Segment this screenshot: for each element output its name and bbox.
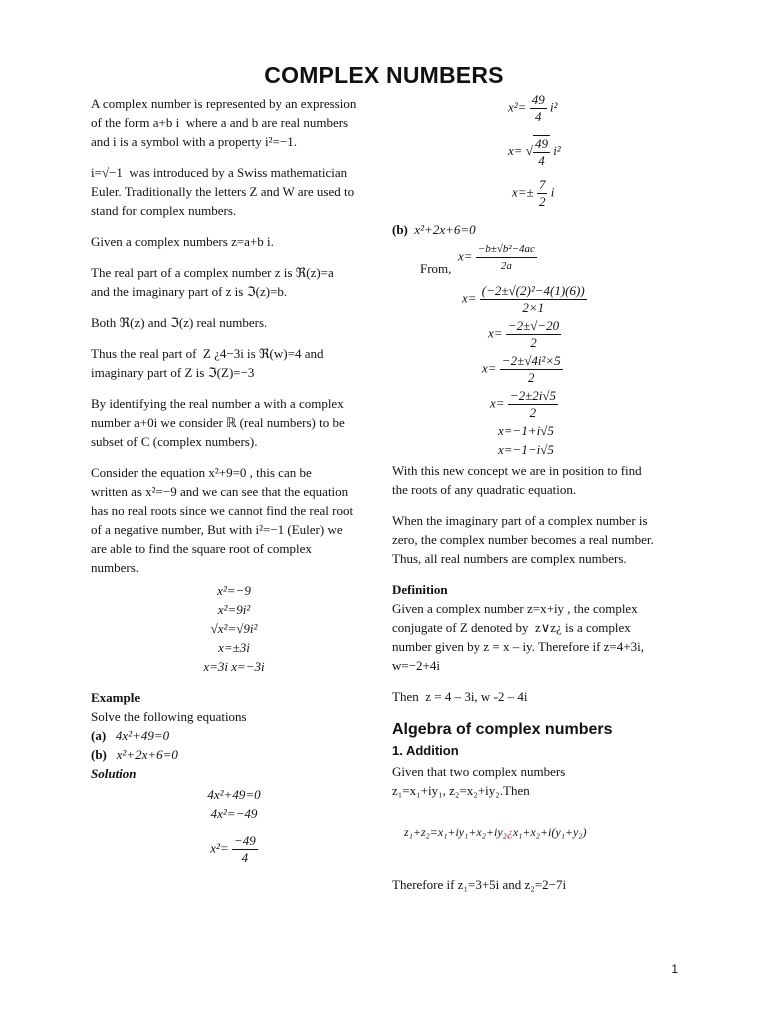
math-step: x²=−9: [217, 583, 251, 598]
fraction: [476, 241, 537, 274]
fraction-lhs: x=: [490, 395, 505, 411]
equation-b-text: x²+2x+6=0: [116, 747, 178, 762]
sqrt-steps: [91, 581, 377, 676]
example-label: Example: [91, 690, 141, 705]
fraction-lhs: x²=: [508, 99, 527, 115]
consider-paragraph: [91, 463, 377, 577]
fraction-numerator: −b±√b²−4ac: [476, 241, 537, 258]
fraction-equation: [392, 92, 682, 125]
text-line: numbers.: [91, 560, 140, 575]
fraction-numerator: −2±√−20: [507, 318, 560, 333]
text-line: w=−2+4i: [392, 658, 440, 673]
fraction-rhs: i²: [553, 142, 561, 158]
text-line: Thus the real part of Z ¿4−3i is ℜ(w)=4 and: [91, 346, 324, 361]
text-line: Euler. Traditionally the letters Z and W are used to: [91, 184, 355, 199]
concept-paragraph: [392, 461, 682, 499]
solution-label: Solution: [91, 766, 137, 781]
fraction-lhs: x=: [508, 142, 523, 158]
text-line: of a negative number, But with i²=−1 (Euler) we: [91, 522, 343, 537]
equation-b-heading: [392, 220, 682, 239]
math-step: √x²=√9i²: [210, 621, 258, 636]
example-text: Solve the following equations: [91, 709, 247, 724]
fraction-denominator: 2: [527, 370, 535, 385]
page-number: 1: [671, 962, 678, 976]
right-column: [392, 92, 682, 894]
fraction-denominator: 2×1: [522, 300, 545, 315]
fraction-equation: [392, 177, 682, 210]
equation-a-label: (a): [91, 728, 107, 743]
text-line: written as x²=−9 and we can see that the equation: [91, 484, 349, 499]
equation-b-label: (b): [392, 222, 408, 237]
sum-line-right: x₁+x₂+i(y₁+y₂): [512, 825, 587, 839]
fraction-lhs: x=±: [512, 184, 534, 200]
fraction-lhs: x²=: [210, 840, 229, 856]
text-line: conjugate of Z denoted by z∨z¿ is a complex: [392, 620, 631, 635]
fraction-numerator: 49: [534, 136, 548, 151]
fraction: [500, 353, 563, 386]
page-title: COMPLEX NUMBERS: [264, 62, 504, 88]
text-line: has no real roots since we cannot find the real root: [91, 503, 354, 518]
text-line: When the imaginary part of a complex number is: [392, 513, 648, 528]
text-line: number given by z = x – iy. Therefore if z=4+3i,: [392, 639, 644, 654]
math-step: x²=9i²: [217, 602, 251, 617]
text-line: subset of C (complex numbers).: [91, 434, 258, 449]
fraction-lhs: x=: [458, 248, 473, 264]
equation-b-label: (b): [91, 747, 107, 762]
intro-paragraph: [91, 94, 377, 151]
math-step: x=3i x=−3i: [203, 659, 265, 674]
solution-steps: [91, 785, 377, 866]
fraction-numerator: −49: [233, 833, 256, 848]
equation-b: [91, 745, 377, 764]
sum-line: [392, 804, 682, 861]
solution-step: [392, 388, 682, 421]
fraction-equation: [91, 833, 377, 866]
sum-line-marker: ¿: [506, 825, 513, 839]
fraction: [533, 135, 550, 169]
fraction-denominator: 4: [538, 153, 545, 168]
text-line: A complex number is represented by an expression: [91, 96, 357, 111]
equation-a-text: 4x²+49=0: [115, 728, 170, 743]
identify-paragraph: [91, 394, 377, 451]
definition-paragraph: [392, 599, 682, 675]
text-line: i=√−1 was introduced by a Swiss mathematician: [91, 165, 348, 180]
text-line: Consider the equation x²+9=0 , this can be: [91, 465, 312, 480]
formula: [458, 241, 537, 274]
fraction: [530, 92, 547, 125]
math-step: 4x²=−49: [210, 806, 258, 821]
fraction-rhs: i²: [549, 99, 558, 115]
fraction-equation: [392, 135, 682, 169]
text-line: and i is a symbol with a property i²=−1.: [91, 134, 297, 149]
text-line: Given a complex number z=x+iy , the complex: [392, 601, 638, 616]
sum-line-left: z₁+z₂=x₁+iy₁+x₂+iy₂: [404, 825, 507, 839]
both-paragraph: Both ℜ(z) and ℑ(z) real numbers.: [91, 315, 268, 330]
fraction: [508, 388, 558, 421]
text-line: The real part of a complex number z is ℜ(z)=a: [91, 265, 334, 280]
imag-zero-paragraph: [392, 511, 682, 568]
fraction: [506, 318, 561, 351]
fraction: [480, 283, 587, 316]
root-2: x=−1−i√5: [498, 442, 554, 457]
fraction: [232, 833, 258, 866]
thus-paragraph: [91, 344, 377, 382]
fraction-denominator: 2: [530, 335, 537, 350]
root-1: x=−1+i√5: [498, 423, 554, 438]
euler-paragraph: [91, 163, 377, 220]
text-line: Given that two complex numbers: [392, 764, 566, 779]
quadratic-formula: [392, 241, 682, 281]
given-paragraph: Given a complex numbers z=a+b i.: [91, 234, 274, 249]
from-label: From,: [420, 261, 452, 276]
math-step: 4x²+49=0: [207, 787, 261, 802]
fraction: [537, 177, 548, 210]
solution-step: [392, 318, 682, 351]
text-line: and the imaginary part of z is ℑ(z)=b.: [91, 284, 288, 299]
fraction-rhs: i: [550, 184, 555, 200]
left-column: [91, 94, 377, 866]
text-line: the roots of any quadratic equation.: [392, 482, 577, 497]
example-block: [91, 688, 377, 783]
fraction-numerator: 49: [531, 92, 545, 107]
then-line: Then z = 4 – 3i, w -2 – 4i: [392, 689, 528, 704]
therefore-line: Therefore if z₁=3+5i and z₂=2−7i: [392, 877, 567, 892]
fraction-numerator: −2±2i√5: [509, 388, 556, 403]
definition-label: Definition: [392, 582, 448, 597]
equation-b-text: x²+2x+6=0: [414, 222, 476, 237]
math-step: x=±3i: [218, 640, 250, 655]
fraction-numerator: 7: [538, 177, 546, 192]
text-line: imaginary part of Z is ℑ(Z)=−3: [91, 365, 255, 380]
addition-title: 1. Addition: [392, 743, 459, 758]
fraction-lhs: x=: [462, 290, 477, 306]
text-line: z₁=x₁+iy₁, z₂=x₂+iy₂.Then: [392, 783, 530, 798]
sqrt-sign: √: [525, 142, 533, 158]
fraction-numerator: −2±√4i²×5: [501, 353, 561, 368]
fraction-denominator: 4: [241, 850, 249, 865]
addition-paragraph: [392, 762, 682, 800]
fraction-numerator: (−2±√(2)²−4(1)(6)): [481, 283, 585, 298]
section-title: Algebra of complex numbers: [392, 721, 613, 738]
fraction-denominator: 2: [529, 405, 537, 420]
fraction-denominator: 4: [534, 109, 542, 124]
fraction-lhs: x=: [482, 360, 497, 376]
text-line: number a+0i we consider ℝ (real numbers) to be: [91, 415, 345, 430]
solution-step: [392, 353, 682, 386]
text-line: stand for complex numbers.: [91, 203, 237, 218]
text-line: are able to find the square root of complex: [91, 541, 312, 556]
solution-step: [392, 283, 682, 316]
text-line: of the form a+b i where a and b are real numbers: [91, 115, 349, 130]
fraction-denominator: 2: [538, 194, 546, 209]
text-line: Thus, all real numbers are complex numbers.: [392, 551, 627, 566]
fraction-lhs: x=: [488, 325, 503, 341]
fraction-denominator: 2a: [500, 260, 512, 272]
equation-a: [91, 726, 377, 745]
text-line: By identifying the real number a with a complex: [91, 396, 344, 411]
text-line: With this new concept we are in position to find: [392, 463, 642, 478]
text-line: zero, the complex number becomes a real number.: [392, 532, 654, 547]
real-part-paragraph: [91, 263, 377, 301]
